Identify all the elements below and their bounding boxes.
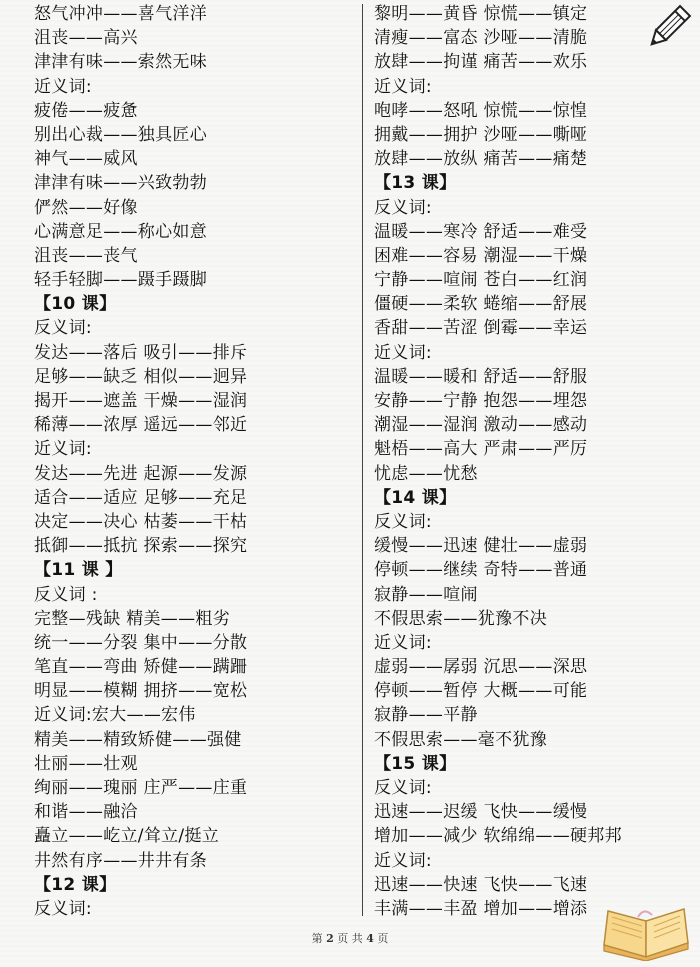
right-column <box>374 2 674 921</box>
left-text-line: 明显——模糊 拥挤——宽松 <box>34 681 248 702</box>
left-text-line: 俨然——好像 <box>34 197 138 218</box>
left-text-line: 心满意足——称心如意 <box>34 221 207 242</box>
left-text-line: 津津有味——兴致勃勃 <box>34 173 207 194</box>
left-text-line: 反义词: <box>34 898 92 919</box>
right-lesson-heading: 【14 课】 <box>374 487 457 508</box>
left-text-line: 发达——落后 吸引——排斥 <box>34 342 248 363</box>
pencil-icon <box>642 2 694 54</box>
right-text-line: 停顿——继续 奇特——普通 <box>374 560 588 581</box>
right-text-line: 不假思索——犹豫不决 <box>374 608 547 629</box>
footer-mid: 页 共 <box>337 932 363 945</box>
right-text-line: 宁静——喧闹 苍白——红润 <box>374 270 588 291</box>
left-text-line: 怒气冲冲——喜气洋洋 <box>34 4 207 24</box>
left-text-line: 笔直——弯曲 矫健——蹒跚 <box>34 657 248 678</box>
left-text-line: 绚丽——瑰丽 庄严——庄重 <box>34 778 248 798</box>
right-text-line: 温暖——寒冷 舒适——难受 <box>374 221 588 242</box>
left-text-line: 井然有序——井井有条 <box>34 850 207 871</box>
left-text-line: 沮丧——丧气 <box>34 245 138 266</box>
right-text-line: 潮湿——湿润 激动——感动 <box>374 415 588 436</box>
right-text-line: 反义词: <box>374 511 432 532</box>
right-lesson-heading: 【13 课】 <box>374 173 457 194</box>
left-text-line: 统一——分裂 集中——分散 <box>34 632 248 653</box>
page-footer <box>0 930 700 946</box>
right-text-line: 安静——宁静 抱怨——埋怨 <box>374 391 588 411</box>
left-text-line: 足够——缺乏 相似——迥异 <box>34 366 248 387</box>
left-text-line: 神气——威风 <box>34 149 138 170</box>
right-lesson-heading: 【15 课】 <box>374 753 457 774</box>
left-text-line: 矗立——屹立/耸立/挺立 <box>34 826 220 847</box>
footer-page-number: 2 <box>326 932 334 945</box>
right-text-line: 拥戴——拥护 沙哑——嘶哑 <box>374 124 588 145</box>
left-text-line: 反义词 : <box>34 584 98 605</box>
right-text-line: 近义词: <box>374 632 432 653</box>
right-text-line: 放肆——放纵 痛苦——痛楚 <box>374 149 588 170</box>
right-text-line: 不假思索——毫不犹豫 <box>374 729 547 750</box>
left-text-line: 决定——决心 枯萎——干枯 <box>34 511 248 532</box>
right-text-line: 近义词: <box>374 342 432 363</box>
left-text-line: 适合——适应 足够——充足 <box>34 487 248 508</box>
left-text-line: 近义词: <box>34 439 92 460</box>
right-text-line: 增加——减少 软绵绵——硬邦邦 <box>374 826 622 847</box>
right-text-line: 咆哮——怒吼 惊慌——惊惶 <box>374 100 588 121</box>
left-text-line: 揭开——遮盖 干燥——湿润 <box>34 391 248 411</box>
left-lesson-heading: 【11 课 】 <box>34 560 123 581</box>
left-text-line: 抵御——抵抗 探索——探究 <box>34 536 248 557</box>
right-text-line: 反义词: <box>374 197 432 218</box>
right-text-line: 迅速——快速 飞快——飞速 <box>374 874 588 895</box>
left-text-line: 稀薄——浓厚 遥远——邻近 <box>34 415 248 436</box>
right-text-line: 寂静——平静 <box>374 705 478 726</box>
left-lesson-heading: 【10 课】 <box>34 294 117 315</box>
right-text-line: 清瘦——富态 沙哑——清脆 <box>374 28 588 49</box>
right-text-line: 近义词: <box>374 76 432 97</box>
column-divider <box>362 4 363 916</box>
left-text-line: 疲倦——疲惫 <box>34 100 138 121</box>
footer-page-total: 4 <box>366 932 374 945</box>
left-text-line: 近义词:宏大——宏伟 <box>34 705 196 726</box>
left-text-line: 沮丧——高兴 <box>34 28 138 49</box>
left-text-line: 完整—残缺 精美——粗劣 <box>34 608 231 629</box>
left-text-line: 别出心裁——独具匠心 <box>34 124 207 145</box>
right-text-line: 停顿——暂停 大概——可能 <box>374 681 588 702</box>
left-text-line: 壮丽——壮观 <box>34 753 138 774</box>
left-lesson-heading: 【12 课】 <box>34 874 117 895</box>
right-text-line: 丰满——丰盈 增加——增添 <box>374 898 588 919</box>
left-text-line: 发达——先进 起源——发源 <box>34 463 248 484</box>
right-text-line: 香甜——苦涩 倒霉——幸运 <box>374 318 588 339</box>
footer-prefix: 第 <box>311 932 323 945</box>
right-text-line: 反义词: <box>374 778 432 798</box>
left-text-line: 近义词: <box>34 76 92 97</box>
right-text-line: 近义词: <box>374 850 432 871</box>
left-text-line: 津津有味——索然无味 <box>34 52 207 73</box>
right-text-line: 缓慢——迅速 健壮——虚弱 <box>374 536 588 557</box>
right-text-line: 困难——容易 潮湿——干燥 <box>374 245 588 266</box>
left-text-line: 和谐——融洽 <box>34 802 138 823</box>
right-text-line: 温暖——暖和 舒适——舒服 <box>374 366 588 387</box>
right-text-line: 僵硬——柔软 蜷缩——舒展 <box>374 294 588 315</box>
right-text-line: 虚弱——孱弱 沉思——深思 <box>374 657 588 678</box>
right-text-line: 黎明——黄昏 惊慌——镇定 <box>374 4 588 24</box>
left-text-line: 轻手轻脚——蹑手蹑脚 <box>34 270 207 291</box>
right-text-line: 忧虑——忧愁 <box>374 463 478 484</box>
right-text-line: 寂静——喧闹 <box>374 584 478 605</box>
left-text-line: 精美——精致矫健——强健 <box>34 729 242 750</box>
right-text-line: 魁梧——高大 严肃——严厉 <box>374 439 588 460</box>
left-text-line: 反义词: <box>34 318 92 339</box>
left-column <box>34 2 352 921</box>
right-text-line: 迅速——迟缓 飞快——缓慢 <box>374 802 588 823</box>
right-text-line: 放肆——拘谨 痛苦——欢乐 <box>374 52 588 73</box>
footer-suffix: 页 <box>377 932 389 945</box>
book-icon <box>598 905 694 961</box>
